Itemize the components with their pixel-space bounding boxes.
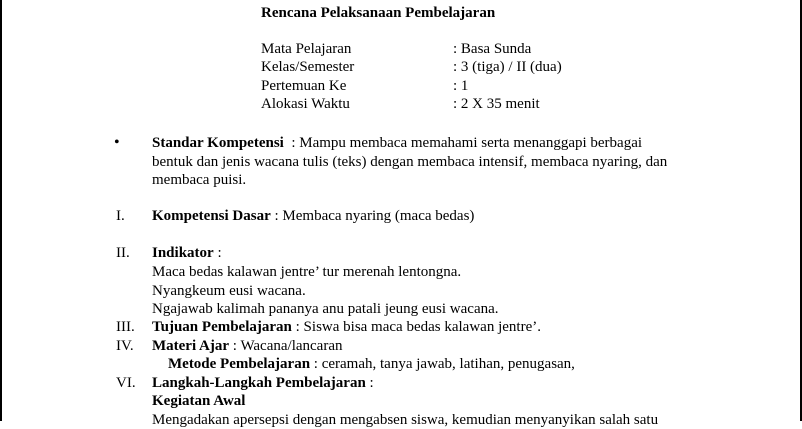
langkah-line [152, 374, 374, 392]
indikator-item-1: Maca bedas kalawan jentre’ tur merenah lentongna. [152, 264, 462, 280]
metode-text: : ceramah, tanya jawab, latihan, penugasan, [310, 356, 575, 372]
materi-heading: Materi Ajar [152, 338, 230, 354]
section-marker-i: I. [116, 208, 125, 224]
langkah-heading: Langkah-Langkah Pembelajaran [152, 375, 366, 391]
tujuan-heading: Tujuan Pembelajaran [152, 319, 292, 335]
kd-text: : Membaca nyaring (maca bedas) [270, 208, 475, 224]
kd-line [152, 207, 474, 225]
kegiatan-awal-heading: Kegiatan Awal [152, 393, 246, 409]
metode-line [168, 355, 575, 373]
document-title: Rencana Pelaksanaan Pembelajaran [261, 5, 496, 21]
info-label-subject: Mata Pelajaran [261, 41, 352, 57]
indikator-heading: Indikator [152, 245, 214, 261]
standar-text: : Mampu membaca memahami serta menanggapi berbagai [283, 135, 643, 151]
section-marker-vi: VI. [116, 375, 136, 391]
page-left-border [0, 0, 2, 421]
bullet-marker: • [114, 134, 120, 151]
kd-heading: Kompetensi Dasar [152, 208, 271, 224]
indikator-item-3: Ngajawab kalimah pananya anu patali jeung eusi wacana. [152, 301, 499, 317]
tujuan-line [152, 318, 541, 336]
langkah-text: : [365, 375, 374, 391]
info-value-time: : 2 X 35 menit [453, 96, 540, 112]
indikator-item-2: Nyangkeum eusi wacana. [152, 283, 306, 299]
info-label-meeting: Pertemuan Ke [261, 78, 347, 94]
section-marker-iii: III. [116, 319, 135, 335]
indikator-line [152, 244, 222, 262]
section-marker-iv: IV. [116, 338, 134, 354]
tujuan-text: : Siswa bisa maca bedas kalawan jentre’. [291, 319, 541, 335]
standar-heading: Standar Kompetensi [152, 135, 284, 151]
kegiatan-awal-text: Mengadakan apersepsi dengan mengabsen siswa, kemudian menyanyikan salah satu [152, 412, 659, 428]
section-marker-ii: II. [116, 245, 130, 261]
info-value-meeting: : 1 [453, 78, 469, 94]
materi-line [152, 337, 343, 355]
metode-heading: Metode Pembelajaran [168, 356, 311, 372]
info-value-subject: : Basa Sunda [453, 41, 532, 57]
materi-text: : Wacana/lancaran [229, 338, 343, 354]
standar-line-2: bentuk dan jenis wacana tulis (teks) dengan membaca intensif, membaca nyaring, dan [152, 154, 668, 170]
indikator-text: : [213, 245, 222, 261]
info-value-class: : 3 (tiga) / II (dua) [453, 59, 562, 75]
info-label-time: Alokasi Waktu [261, 96, 350, 112]
standar-line-3: membaca puisi. [152, 172, 247, 188]
standar-line-1 [152, 134, 642, 152]
info-label-class: Kelas/Semester [261, 59, 355, 75]
